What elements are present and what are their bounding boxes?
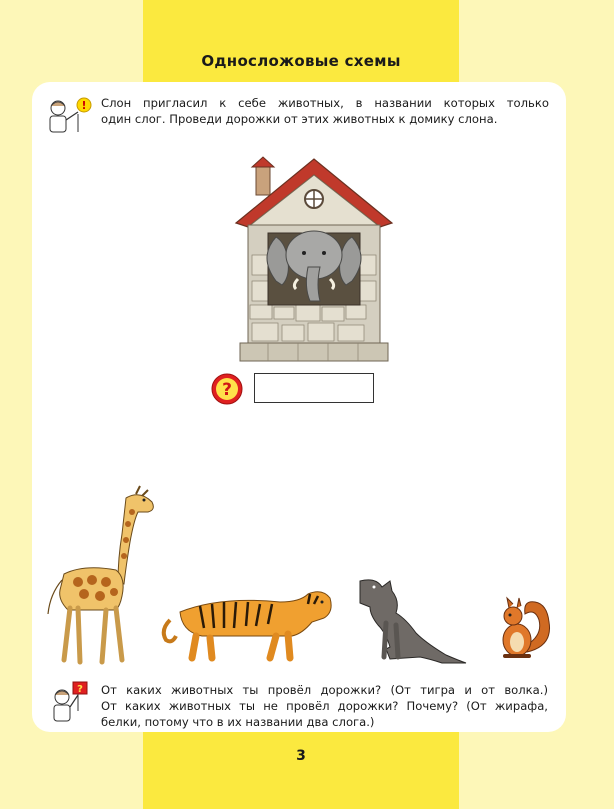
task2-line-2: От каких животных ты не провёл дорожки? Почему? (От жирафа, — [101, 699, 548, 713]
answer-box[interactable] — [254, 373, 374, 403]
boy-exclaim-icon — [38, 96, 94, 140]
task1-text — [101, 95, 549, 127]
page-title: Односложовые схемы — [201, 52, 401, 70]
task2-line-1: От каких животных ты провёл дорожки? (От тигра и от волка.) — [101, 683, 548, 697]
question-mark-text: ? — [222, 380, 232, 400]
exclaim-badge-text: ! — [81, 99, 87, 112]
question-circle-icon — [211, 373, 243, 405]
task1-line-1: Слон пригласил к себе животных, в названии которых только — [101, 96, 549, 110]
boy-question-icon — [40, 681, 96, 727]
squirrel-image — [497, 592, 553, 664]
giraffe-image — [44, 484, 159, 666]
page-number: 3 — [296, 748, 306, 764]
task1-line-2: один слог. Проведи дорожки от этих животных к домику слона. — [101, 112, 498, 126]
elephant-house-image — [228, 155, 400, 367]
task2-text — [101, 682, 548, 730]
tiger-image — [160, 582, 340, 662]
question-badge-text: ? — [77, 684, 83, 695]
wolf-image — [356, 573, 468, 665]
task2-line-3: белки, потому что в их названии два слога.) — [101, 715, 375, 729]
